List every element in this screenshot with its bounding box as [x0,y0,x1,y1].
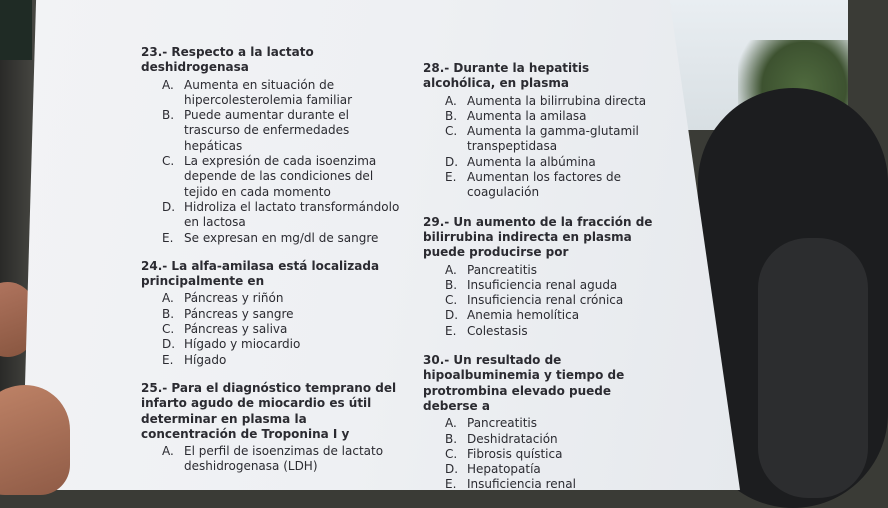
option-text: Aumenta en situación de hipercolesterolemia familiar [184,77,353,107]
option-letter: B. [445,108,458,123]
option-letter: A. [445,416,457,431]
option-item [162,337,403,352]
option-letter: B. [445,431,458,446]
option-letter: E. [162,352,174,367]
option-letter: E. [445,323,457,338]
option-item [445,308,663,323]
option-list [162,444,403,475]
question-title: 30.- Un resultado de hipoalbuminemia y tiempo de protrombina elevado puede deberse a [423,353,625,413]
option-item [162,200,403,231]
option-text: Fibrosis quística [467,446,563,461]
option-item [445,324,663,339]
option-item [445,170,663,201]
option-item [162,291,403,306]
question-29 [423,215,663,339]
thumb [0,385,70,495]
option-text: Aumenta la bilirrubina directa [467,93,647,108]
option-item [445,278,663,293]
option-letter: E. [445,170,457,185]
option-item [445,462,663,477]
option-item [445,109,663,124]
option-letter: A. [445,262,457,277]
option-letter: D. [445,154,459,169]
spacer [423,201,663,215]
option-text: El perfil de isoenzimas de lactato deshidrogenasa (LDH) [184,444,384,474]
option-item [445,416,663,431]
option-letter: D. [162,199,176,214]
option-letter: A. [445,93,457,108]
option-letter: C. [445,293,458,308]
option-item [162,353,403,368]
option-text: Colestasis [467,323,528,338]
option-item [445,155,663,170]
option-letter: E. [445,477,457,492]
option-list [162,78,403,246]
option-text: Hígado [184,352,227,367]
option-list [445,416,663,492]
option-item [162,322,403,337]
option-text: Puede aumentar durante el trascurso de enfermedades hepáticas [184,108,350,153]
option-list [162,291,403,367]
option-text: Se expresan en mg/dl de sangre [184,230,379,245]
option-text: Deshidratación [467,431,558,446]
option-item [162,444,403,475]
option-text: La expresión de cada isoenzima depende de las condiciones del tejido en cada momento [184,154,377,199]
option-letter: B. [445,277,458,292]
option-letter: D. [445,462,459,477]
option-item [445,263,663,278]
question-title: 25.- Para el diagnóstico temprano del infarto agudo de miocardio es útil determinar en plasma la concentración de Troponina I y [141,380,397,441]
option-item [445,432,663,447]
option-letter: B. [162,306,175,321]
question-24 [141,259,403,368]
option-item [445,94,663,109]
option-text: Hidroliza el lactato transformándolo en lactosa [184,199,400,230]
option-item [445,447,663,462]
question-title: 29.- Un aumento de la fracción de bilirrubina indirecta en plasma puede producirse por [423,214,653,260]
steering-wheel-hub [758,238,868,498]
option-text: Páncreas y sangre [184,306,294,321]
option-text: Aumenta la amilasa [467,108,587,123]
car-window-left [0,0,32,60]
question-title: 28.- Durante la hepatitis alcohólica, en plasma [423,61,590,91]
option-text: Pancreatitis [467,262,537,277]
option-letter: C. [445,446,458,461]
option-text: Insuficiencia renal [467,477,576,492]
option-letter: C. [162,154,175,169]
option-item [445,477,663,492]
spacer [141,246,403,259]
option-text: Hepatopatía [467,462,541,477]
option-text: Hígado y miocardio [184,337,301,352]
option-list [445,94,663,201]
question-28 [423,61,663,201]
exam-column-left [141,45,403,475]
spacer [141,368,403,381]
option-text: Aumentan los factores de coagulación [467,170,622,200]
option-item [162,154,403,200]
option-item [445,124,663,155]
option-text: Aumenta la albúmina [467,154,596,169]
option-letter: D. [162,337,176,352]
exam-column-right [423,61,663,493]
option-text: Páncreas y riñón [184,291,284,306]
option-letter: C. [162,322,175,337]
option-letter: A. [162,77,174,92]
question-30 [423,353,663,493]
option-letter: E. [162,230,174,245]
question-23 [141,45,403,246]
option-text: Anemia hemolítica [467,308,580,323]
option-text: Páncreas y saliva [184,322,288,337]
spacer [423,339,663,353]
option-letter: A. [162,291,174,306]
option-item [162,231,403,246]
option-text: Pancreatitis [467,416,537,431]
option-item [162,108,403,154]
option-letter: D. [445,308,459,323]
option-text: Insuficiencia renal aguda [467,277,618,292]
option-list [445,263,663,339]
question-title: 23.- Respecto a la lactato deshidrogenasa [141,45,314,75]
question-title: 24.- La alfa-amilasa está localizada principalmente en [141,258,380,289]
option-text: Insuficiencia renal crónica [467,293,624,308]
option-item [162,307,403,322]
option-letter: B. [162,108,175,123]
option-letter: C. [445,124,458,139]
option-letter: A. [162,444,174,459]
option-item [162,78,403,109]
option-item [445,293,663,308]
option-text: Aumenta la gamma-glutamil transpeptidasa [467,124,639,154]
question-25 [141,381,403,475]
